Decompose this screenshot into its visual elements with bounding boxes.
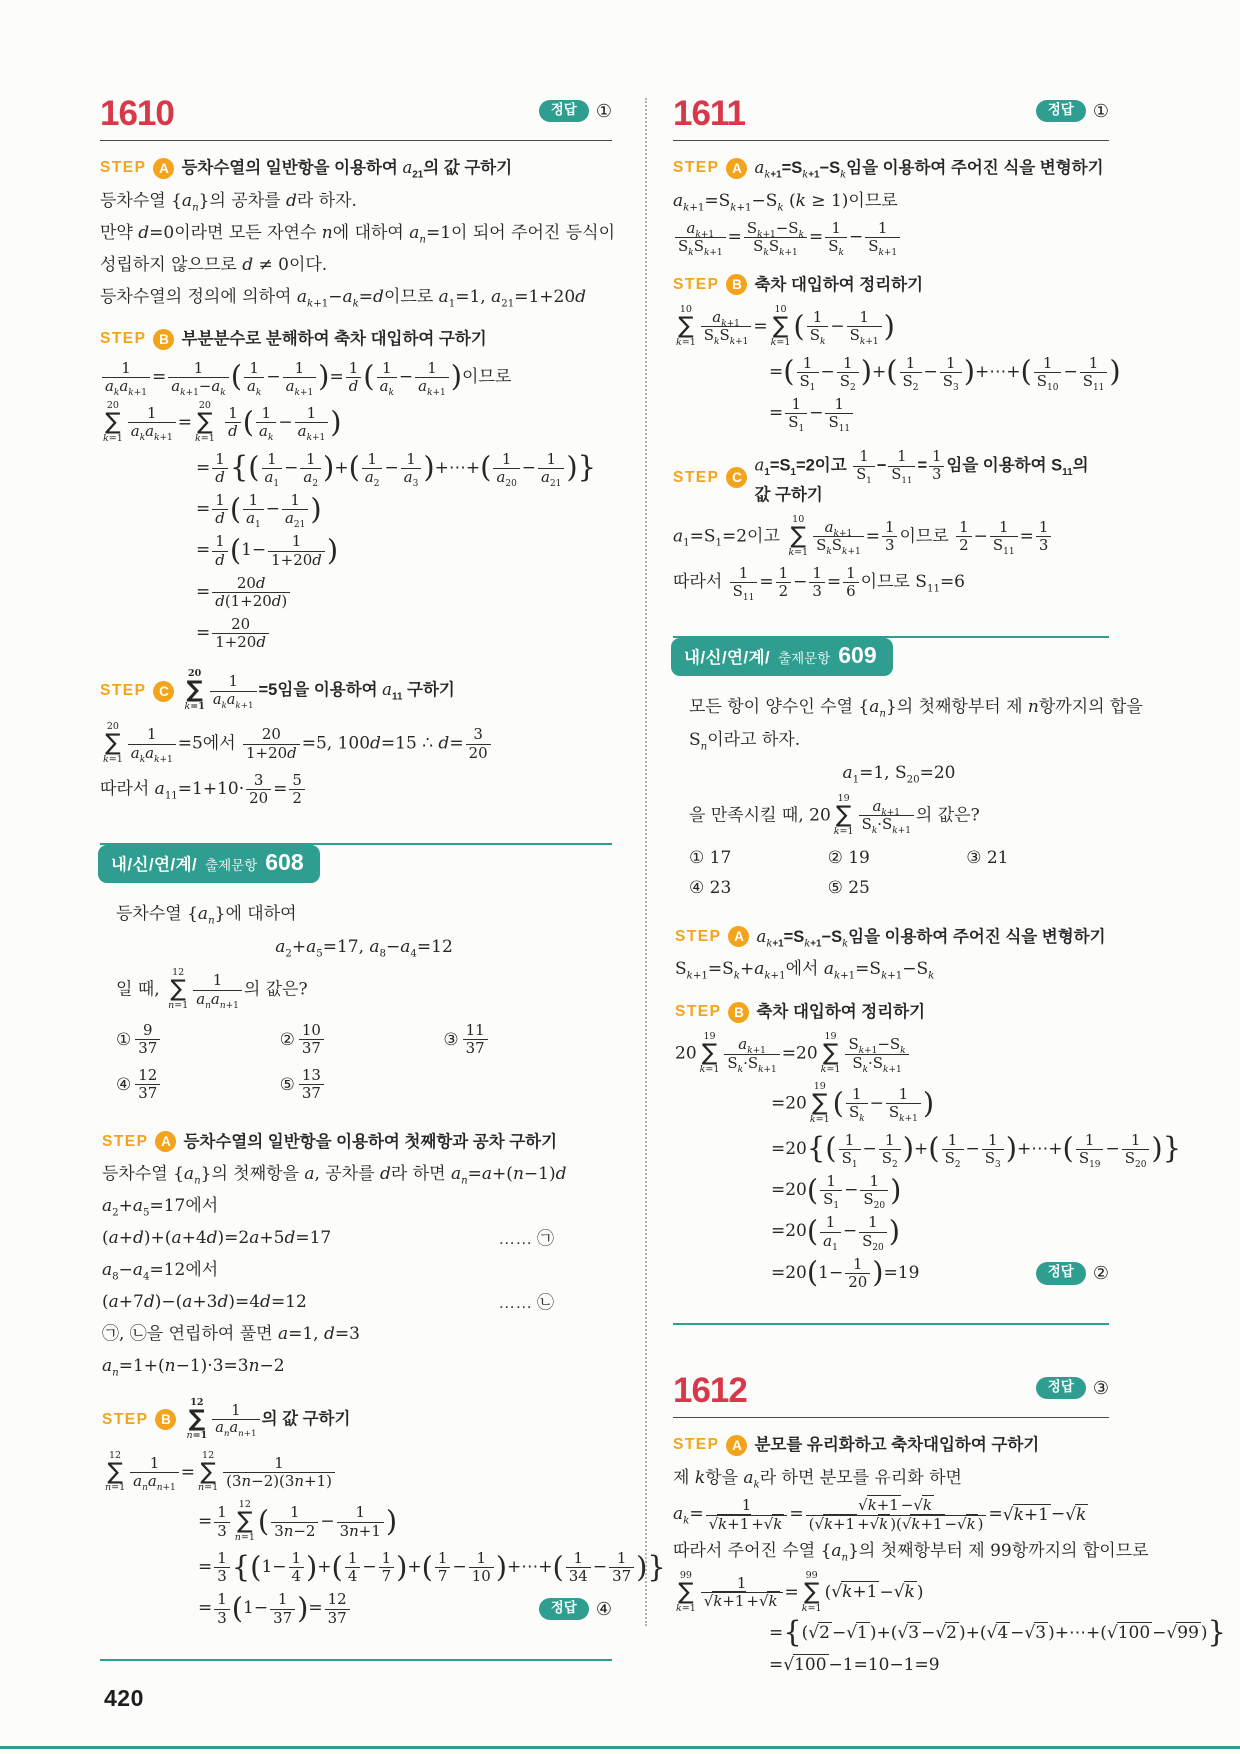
header-rule — [100, 140, 612, 141]
step-header — [102, 1131, 612, 1153]
formula: 10 ∑ k=1 $a_{k+1}$ $S_kS_{k+1}$ = 10 ∑ k=1 ( $\frac{1}{S_k}$ − $\frac{1}{S_{k+1}}$ ) — [676, 303, 895, 348]
solution-line — [100, 284, 612, 310]
series-label: 내/신/연/계/ — [684, 649, 771, 668]
step-title: 등차수열의 일반항을 이용하여 $a_{21}$의 값 구하기 — [181, 158, 513, 181]
solution-line — [769, 353, 1121, 393]
category-label: 출제문항 — [778, 651, 831, 667]
step-title: 등차수열의 일반항을 이용하여 첫째항과 공차 구하기 — [183, 1132, 558, 1151]
choice: ⑤ 25 — [827, 877, 870, 898]
formula: ㉠, ㉡을 연립하여 풀면 a=1, d=3 — [102, 1324, 360, 1345]
page-number: 420 — [104, 1685, 144, 1711]
column-divider — [645, 98, 647, 1626]
step-title: 축차 대입하여 정리하기 — [756, 1003, 926, 1021]
solution-line — [102, 1290, 612, 1316]
formula: = $\frac{1}{3}$ 12 ∑ n=1 ( $\frac{1}{3n-2}$ − $\frac{1}{3n+1}$ ) — [198, 1499, 398, 1544]
step-title: $a_{k+1}=S_{k+1}-S_k$임을 이용하여 주어진 식을 변형하기 — [754, 158, 1104, 181]
step-title: $a_{k+1}=S_{k+1}-S_k$임을 이용하여 주어진 식을 변형하기 — [756, 926, 1106, 950]
problem-number: 1611 — [673, 94, 745, 133]
solution-line — [196, 533, 612, 568]
solution-line — [673, 188, 1109, 214]
bottom-accent-rule — [0, 1746, 1240, 1749]
answer-number: ④ — [595, 1598, 612, 1620]
step-letter-icon: B — [153, 329, 174, 350]
formula: (a+7d)−(a+3d)=4d=12 — [102, 1292, 307, 1313]
formula: 등차수열의 정의에 의하여 $a_{k+1}-a_k=d$이므로 $a_1=1$, $a_{21}=1+20d$ — [100, 286, 587, 309]
choices-row — [116, 1067, 612, 1102]
solution-line — [100, 772, 612, 807]
solution-line — [689, 728, 1109, 754]
solution-line — [771, 1130, 1182, 1170]
solution-line — [673, 1497, 1109, 1532]
solution-line — [116, 935, 612, 961]
solution-line — [673, 515, 1109, 559]
answer-pill: 정답 — [1036, 1262, 1086, 1284]
solution-line — [102, 1451, 612, 1495]
choices-row — [689, 848, 1109, 868]
formula: 등차수열 $\{a_n\}$에 대하여 — [116, 904, 297, 927]
solution-line — [196, 449, 612, 489]
step-letter-icon: A — [155, 1131, 176, 1152]
step-title: 20 ∑ k=1 1 $a_ka_{k+1}$ =5임을 이용하여 $a_{11}$ 구하기 — [184, 668, 455, 713]
choice: ④ 23 — [689, 877, 732, 898]
formula: 제 k항을 $a_k$라 하면 분모를 유리화 하면 — [673, 1467, 962, 1491]
solution-line — [100, 722, 612, 766]
formula: =20( $\frac{1}{S_1}$ − $\frac{1}{S_{20}}$ ) — [771, 1172, 902, 1212]
formula: 을 만족시킬 때, 20 19 ∑ k=1 $\frac{a_{k+1}}{S_k\cdot S_{k+1}}$ 의 값은? — [689, 793, 980, 837]
answer-badge — [1036, 1260, 1109, 1287]
step-title: 12 ∑ n=1 1 $a_na_{n+1}$ 의 값 구하기 — [186, 1396, 351, 1441]
problem-1611 — [673, 94, 1121, 603]
step-letter-icon: A — [728, 926, 749, 947]
formula: $a_n=1+(n-1)\cdot 3=3n-2$ — [102, 1356, 285, 1379]
answer-pill: 정답 — [539, 1598, 589, 1620]
solution-line — [198, 1500, 612, 1544]
formula: 따라서 $\frac{1}{S_{11}}$ = $\frac{1}{2}$ − $\frac{1}{3}$ = $\frac{1}{6}$ 이므로 $S_{11}=6$ — [673, 563, 965, 603]
formula: $a_1=1$, $S_{20}=20$ — [842, 763, 956, 786]
answer-number: ① — [595, 100, 612, 122]
formula: 20 ∑ k=1 1 $a_ka_{k+1}$ = 20 ∑ k=1 $\frac{1}{d}$ ( $\frac{1}{a_k}$ − $\frac{1}{a_{k+1}}$ ) — [103, 399, 342, 444]
step-b — [673, 274, 1121, 435]
answer-number: ① — [1092, 100, 1109, 122]
formula: 성립하지 않으므로 d ≠ 0이다. — [100, 254, 328, 275]
step-header — [673, 274, 1109, 296]
step-a — [673, 157, 1109, 259]
step-a — [673, 926, 1109, 983]
formula: =20 19 ∑ k=1 ( $\frac{1}{S_k}$ − $\frac{1}{S_{k+1}}$ ) — [771, 1080, 935, 1125]
step-letter-icon: A — [726, 158, 747, 179]
solution-line — [673, 1571, 1109, 1615]
step-letter-icon: C — [726, 467, 747, 488]
solution-line — [673, 563, 1109, 603]
solution-line — [769, 1615, 1226, 1650]
answer-badge — [539, 1596, 612, 1623]
right-column — [673, 94, 1226, 1696]
step-a — [673, 1434, 1226, 1678]
formula: = $\frac{1}{d}$ ( $\frac{1}{a_1}$ − $\frac{1}{a_{21}}$ ) — [196, 490, 322, 531]
formula: $a_2+a_5=17$, $a_8-a_4=12$ — [275, 937, 453, 960]
solution-line — [102, 1194, 612, 1220]
solution-line — [100, 220, 616, 246]
choices-row — [689, 878, 1109, 898]
step-header — [100, 157, 612, 179]
solution-line — [100, 188, 612, 214]
step-title: $a_1=S_1=2$이고 $\frac{1}{S_1}$ − $\frac{1}{S_{11}}$ = $\frac{1}{3}$ 임을 이용하여 $S_{11}$의 값 구하기 — [754, 449, 1089, 504]
series-label: 내/신/연/계/ — [111, 856, 198, 875]
step-label: STEP — [102, 1410, 149, 1428]
formula: = $\frac{20d}{d(1+20d)}$ — [196, 575, 292, 610]
header-rule — [673, 1417, 1109, 1418]
step-label: STEP — [100, 682, 147, 700]
linked-problem-609 — [673, 636, 1182, 1325]
answer-number: ③ — [1092, 1377, 1109, 1399]
formula: 모든 항이 양수인 수열 $\{a_n\}$의 첫째항부터 제 n항까지의 합을 — [689, 697, 1143, 720]
category-label: 출제문항 — [205, 858, 258, 874]
step-letter-icon: A — [153, 158, 174, 179]
solution-line — [771, 1082, 1109, 1126]
formula: =( $\frac{1}{S_1}$ − $\frac{1}{S_2}$ )+( $\frac{1}{S_2}$ − $\frac{1}{S_3}$ )+⋯+( $\frac{1}{S_{10}}$ − $\frac{1}{S_{11}}$ ) — [769, 353, 1121, 393]
formula: =20(1− $\frac{1}{20}$ )=19 — [771, 1254, 920, 1291]
step-label: STEP — [673, 275, 720, 293]
answer-badge — [1036, 100, 1109, 122]
step-a — [100, 157, 616, 310]
solution-line — [116, 968, 612, 1012]
solution-line — [771, 1213, 1109, 1253]
solution-line — [673, 305, 1109, 349]
step-letter-icon: C — [153, 681, 174, 702]
solution-line — [675, 1032, 1109, 1076]
step-header — [673, 449, 1109, 506]
formula: 등차수열 $\{a_n\}$의 첫째항을 a, 공차를 d라 하면 $a_n=a+(n-1)d$ — [102, 1164, 567, 1187]
linked-problem-badge — [671, 638, 893, 676]
step-title: 축차 대입하여 정리하기 — [754, 275, 924, 294]
step-title: 부분분수로 분해하여 축차 대입하여 구하기 — [181, 330, 487, 349]
solution-line — [771, 1172, 1109, 1212]
choice: ⑤ 13 37 — [280, 1067, 444, 1102]
solution-line — [102, 1258, 612, 1284]
formula: = $\frac{1}{d}$ (1− $\frac{1}{1+20d}$ ) — [196, 532, 339, 569]
step-header — [100, 669, 612, 713]
formula: 20 19 ∑ k=1 $\frac{a_{k+1}}{S_k\cdot S_{k+1}}$ =20 19 ∑ k=1 $\frac{S_{k+1}-S_k}{S_k\cdot S_{k+1}}$ — [675, 1032, 911, 1076]
step-b — [100, 328, 612, 651]
solution-line — [196, 575, 612, 610]
problem-header — [673, 96, 1109, 131]
solution-line — [102, 1322, 612, 1348]
formula: =20( $\frac{1}{a_1}$ − $\frac{1}{S_{20}}$ ) — [771, 1213, 901, 1253]
formula: = $\frac{1}{S_1}$ − $\frac{1}{S_{11}}$ — [769, 396, 855, 431]
solution-line — [198, 1548, 666, 1586]
formula: = $\frac{1}{3}$ {(1− $\frac{1}{4}$ )+( $\frac{1}{4}$ − $\frac{1}{7}$ )+( $\frac{1}{7}$ − $\frac{1}{10}$ )+⋯+( $\frac{1}{34}$ − $\frac{1}{37}$ )} — [198, 1548, 666, 1586]
formula: 1 $a_ka_{k+1}$ = $\frac{1}{a_{k+1}-a_k}$ ( $\frac{1}{a_k}$ − $\frac{1}{a_{k+1}}$ )= $\frac{1}{d}$ ( $\frac{1}{a_k}$ − $\frac{1}{a_{k+1}}$ )이므로 — [100, 360, 511, 395]
solution-line — [116, 902, 612, 928]
linked-problem-badge — [98, 845, 320, 883]
step-label: STEP — [100, 159, 147, 177]
linked-problem-number: 608 — [265, 849, 304, 876]
formula: $S_{k+1}=S_k+a_{k+1}$에서 $a_{k+1}=S_{k+1}-S_k$ — [675, 959, 935, 982]
formula: $a_k=$ $\frac{1}{√k+1 +√k}$ = $\frac{√k+1 -√k}{(√k+1 +√k )(√k+1 -√k )}$ =√k+1 −√k — [673, 1496, 1087, 1533]
formula: 등차수열 $\{a_n\}$의 공차를 d라 하자. — [100, 190, 357, 213]
solution-line — [673, 1539, 1149, 1565]
solution-line — [196, 616, 612, 651]
choice: ① 17 — [689, 847, 732, 868]
equation-tag: …… ㉠ — [498, 1229, 554, 1249]
step-header — [675, 926, 1109, 948]
left-column — [100, 94, 666, 1661]
step-header — [102, 1398, 612, 1442]
solution-line — [673, 219, 1109, 259]
step-label: STEP — [673, 159, 720, 177]
formula: $a_8-a_4=12$에서 — [102, 1260, 219, 1283]
step-label: STEP — [673, 1436, 720, 1454]
solution-line — [673, 1465, 1109, 1491]
answer-pill: 정답 — [1036, 1377, 1086, 1399]
step-label: STEP — [102, 1132, 149, 1150]
formula: 따라서 주어진 수열 $\{a_n\}$의 첫째항부터 제 99항까지의 합이므로 — [673, 1541, 1149, 1564]
formula: $S_n$이라고 하자. — [689, 730, 801, 753]
step-c — [673, 449, 1109, 603]
linked-problem-number: 609 — [838, 642, 877, 669]
problem-1610 — [100, 94, 616, 808]
linked-problem-608 — [100, 843, 666, 1661]
problem-statement — [100, 891, 612, 1114]
step-letter-icon: A — [726, 1435, 747, 1456]
choice: ② 10 37 — [280, 1022, 444, 1057]
answer-pill: 정답 — [1036, 100, 1086, 122]
step-b — [673, 1001, 1182, 1291]
step-a — [100, 1131, 612, 1380]
problem-header — [673, 1371, 1109, 1411]
solution-line — [102, 1162, 612, 1188]
choice: ③ 11 37 — [443, 1022, 607, 1057]
problem-number: 1612 — [673, 1371, 747, 1411]
solution-line — [771, 1256, 1109, 1291]
step-letter-icon: B — [728, 1002, 749, 1023]
problem-1612 — [673, 1371, 1226, 1678]
formula: = $\frac{20}{1+20d}$ — [196, 616, 271, 651]
solution-line — [100, 401, 612, 445]
problem-header — [100, 96, 612, 131]
solution-line — [100, 252, 612, 278]
formula: ={(√2 −√1 )+(√3 −√2 )+(√4 −√3 )+⋯+(√100 −√99 )} — [769, 1615, 1226, 1650]
solution-line — [769, 1652, 1109, 1678]
solution-line — [769, 394, 1109, 435]
solution-line — [689, 761, 1109, 787]
formula: $a_1=S_1=2$이고 10 ∑ k=1 $a_{k+1}$ $S_kS_{k+1}$ = $\frac{1}{3}$ 이므로 $\frac{1}{2}$ − $\frac{1}{S_{11}}$ = $\frac{1}{3}$ — [673, 515, 1053, 559]
step-label: STEP — [675, 1003, 722, 1021]
solution-line — [689, 794, 1109, 838]
step-letter-icon: B — [155, 1409, 176, 1430]
formula: $a_{k+1}=S_{k+1}-S_k$ (k ≥ 1)이므로 — [673, 190, 898, 213]
formula: 20 ∑ k=1 1 $a_ka_{k+1}$ =5에서 $\frac{20}{1+20d}$ =5, 100d=15 ∴ d= $\frac{3}{20}$ — [100, 722, 493, 766]
solution-line — [198, 1591, 612, 1626]
solution-line — [102, 1354, 612, 1380]
answer-number: ② — [1092, 1262, 1109, 1284]
formula: =20{( $\frac{1}{S_1}$ − $\frac{1}{S_2}$ )+( $\frac{1}{S_2}$ − $\frac{1}{S_3}$ )+⋯+( $\frac{1}{S_{19}}$ − $\frac{1}{S_{20}}$ )} — [771, 1130, 1182, 1170]
formula: =√100 −1=10−1=9 — [769, 1654, 940, 1675]
step-label: STEP — [673, 468, 720, 486]
formula: 12 ∑ n=1 1 $a_na_{n+1}$ = 12 ∑ n=1 $\frac{1}{(3n-2)(3n+1)}$ — [102, 1451, 337, 1495]
choice: ① 9 37 — [116, 1022, 280, 1057]
formula: $a_{k+1}$ $S_kS_{k+1}$ = $S_{k+1}-S_k$ $S_kS_{k+1}$ = $\frac{1}{S_k}$ − $\frac{1}{S_{k+1}}$ — [673, 220, 902, 255]
step-header — [673, 1434, 1109, 1456]
problem-number: 1610 — [100, 94, 174, 133]
formula: = $\frac{1}{d}$ {( $\frac{1}{a_1}$ − $\frac{1}{a_2}$ )+( $\frac{1}{a_2}$ − $\frac{1}{a_3}$ )+⋯+( $\frac{1}{a_{20}}$ − $\frac{1}{a_{21}}$ )} — [196, 449, 597, 489]
formula: 만약 d=0이라면 모든 자연수 n에 대하여 $a_n=1$이 되어 주어진 등식이 — [100, 222, 616, 245]
choice: ② 19 — [827, 847, 870, 868]
formula: 99 ∑ k=1 $\frac{1}{√k+1 +√k}$ = 99 ∑ k=1 (√k+1 −√k ) — [676, 1569, 924, 1614]
formula: 따라서 $a_{11}=1+10\cdot$ $\frac{3}{20}$ = $\frac{5}{2}$ — [100, 772, 307, 807]
step-header — [675, 1001, 1109, 1023]
problem-statement — [673, 684, 1143, 910]
formula: (a+d)+(a+4d)=2a+5d=17 — [102, 1228, 332, 1249]
step-title: 분모를 유리화하고 축차대입하여 구하기 — [754, 1436, 1040, 1455]
equation-tag: …… ㉡ — [498, 1293, 554, 1313]
solution-line — [196, 490, 612, 531]
step-label: STEP — [675, 927, 722, 945]
step-header — [673, 157, 1109, 179]
formula: = $\frac{1}{3}$ (1− $\frac{1}{37}$ )= $\frac{12}{37}$ — [198, 1591, 352, 1626]
answer-badge — [1036, 1377, 1109, 1399]
step-letter-icon: B — [726, 274, 747, 295]
answer-badge — [539, 100, 612, 122]
step-label: STEP — [100, 330, 147, 348]
step-header — [100, 328, 612, 350]
choice: ③ 21 — [966, 847, 1009, 868]
solution-line — [102, 1226, 612, 1252]
header-rule — [673, 140, 1109, 141]
solution-line — [689, 695, 1143, 721]
choices-row — [116, 1022, 612, 1057]
formula: 일 때, 12 ∑ n=1 1 $a_na_{n+1}$ 의 값은? — [116, 967, 308, 1011]
formula: $a_2+a_5=17$에서 — [102, 1196, 219, 1219]
step-c — [100, 669, 612, 807]
solution-line — [675, 957, 1109, 983]
choice: ④ 12 37 — [116, 1067, 280, 1102]
answer-pill: 정답 — [539, 100, 589, 122]
solution-line — [100, 358, 612, 398]
step-b — [100, 1396, 666, 1627]
